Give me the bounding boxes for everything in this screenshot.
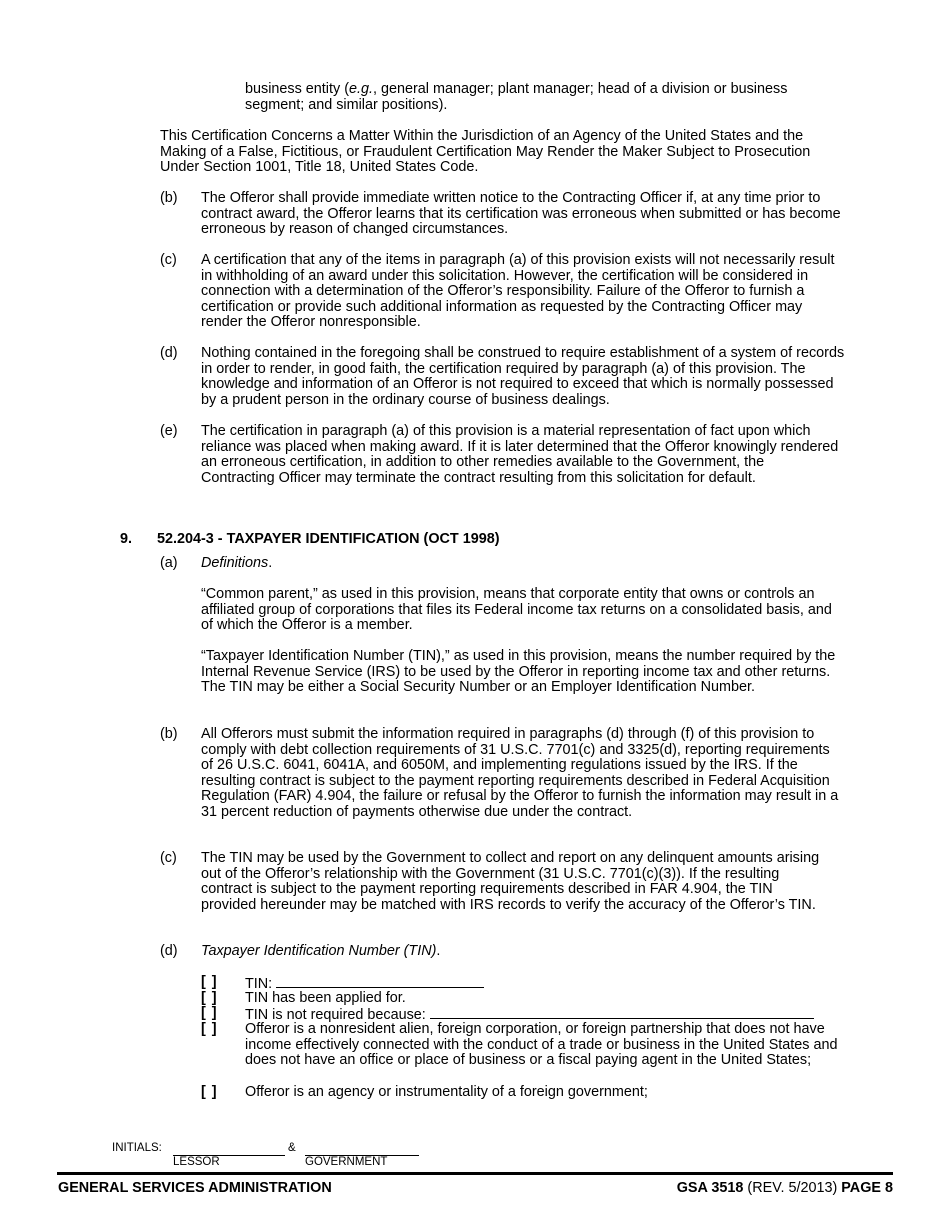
- paragraph-d-label: (d): [160, 345, 178, 361]
- option-nonresident: Offeror is a nonresident alien, foreign corporation, or foreign partnership that does not have income effectively connected with the conduct of a trade or business in the United States and does not have an office or place of business or a fiscal paying agent in the United States;: [245, 1021, 838, 1069]
- initials-label: INITIALS:: [112, 1142, 162, 1154]
- section9-a-label: (a): [160, 555, 178, 571]
- lessor-caption: LESSOR: [173, 1156, 220, 1168]
- footer-rule: [57, 1172, 893, 1175]
- section9-c-text: The TIN may be used by the Government to collect and report on any delinquent amounts arising out of the Offeror’s relationship with the Government (31 U.S.C. 7701(c)(3)). If the resulting contract is subject to the payment reporting requirements described in FAR 4.904, the TIN provided hereunder may be matched with IRS records to verify the accuracy of the Offeror’s TIN.: [201, 850, 820, 913]
- paragraph-b-label: (b): [160, 190, 178, 206]
- paragraph-d-text: Nothing contained in the foregoing shall be construed to require establishment of a system of records in order to render, in good faith, the certification required by paragraph (a) of this provision. The knowledge and information of an Offeror is not required to exceed that which is normally possessed by a prudent person in the ordinary course of business dealings.: [201, 345, 845, 408]
- option-applied: TIN has been applied for.: [245, 990, 406, 1006]
- government-caption: GOVERNMENT: [305, 1156, 388, 1168]
- section9-a-heading: Definitions.: [201, 555, 273, 571]
- checkbox-not-required[interactable]: [ ]: [201, 1005, 218, 1021]
- section9-d-heading: Taxpayer Identification Number (TIN).: [201, 943, 441, 959]
- checkbox-applied[interactable]: [ ]: [201, 990, 218, 1006]
- continuation-paragraph: business entity (e.g., general manager; plant manager; head of a division or business segment; and similar positions).: [245, 81, 788, 113]
- paragraph-b-text: The Offeror shall provide immediate written notice to the Contracting Officer if, at any time prior to contract award, the Offeror learns that its certification was erroneous when submitted or has become erroneous by reason of changed circumstances.: [201, 190, 841, 238]
- section9-b-text: All Offerors must submit the information required in paragraphs (d) through (f) of this provision to comply with debt collection requirements of 31 U.S.C. 7701(c) and 3325(d), reporting requirements of 26 U.S.C. 6041, 6041A, and 6050M, and implementing regulations issued by the IRS. If the resulting contract is subject to the payment reporting requirements described in Federal Acquisition Regulation (FAR) 4.904, the failure or refusal by the Offeror to furnish the information may result in a 31 percent reduction of payments otherwise due under the contract.: [201, 726, 839, 820]
- section9-b-label: (b): [160, 726, 178, 742]
- option-tin: TIN:: [245, 975, 845, 993]
- paragraph-c-label: (c): [160, 252, 177, 268]
- paragraph-e-text: The certification in paragraph (a) of this provision is a material representation of fact upon which reliance was placed when making award. If it is later determined that the Offeror knowingly rendered an erroneous certification, in addition to other remedies available to the Government, the Contracting Officer may terminate the contract resulting from this solicitation for default.: [201, 423, 839, 486]
- section-number: 9.: [120, 531, 133, 547]
- footer-agency: GENERAL SERVICES ADMINISTRATION: [58, 1180, 332, 1196]
- definition-common-parent: “Common parent,” as used in this provision, means that corporate entity that owns or controls an affiliated group of corporations that files its Federal income tax returns on a consolidated basis, and of which the Offeror is a member.: [201, 586, 832, 634]
- tin-input-line[interactable]: [276, 975, 484, 988]
- eg-italic: e.g.: [348, 81, 373, 97]
- checkbox-nonresident[interactable]: [ ]: [201, 1021, 218, 1037]
- section-title: 52.204-3 - TAXPAYER IDENTIFICATION (OCT 1998): [157, 531, 500, 547]
- definition-tin: “Taxpayer Identification Number (TIN),” as used in this provision, means the number required by the Internal Revenue Service (IRS) to be used by the Offeror in reporting income tax and other returns. The TIN may be either a Social Security Number or an Employer Identification Number.: [201, 648, 836, 696]
- section9-d-label: (d): [160, 943, 178, 959]
- option-foreign-government: Offeror is an agency or instrumentality of a foreign government;: [245, 1084, 648, 1100]
- section9-c-label: (c): [160, 850, 177, 866]
- initials-ampersand: &: [288, 1142, 296, 1154]
- certification-notice: This Certification Concerns a Matter Within the Jurisdiction of an Agency of the United States and the Making of a False, Fictitious, or Fraudulent Certification May Render the Maker Subject to Prosecution Under Section 1001, Title 18, United States Code.: [160, 128, 811, 176]
- checkbox-foreign-government[interactable]: [ ]: [201, 1084, 218, 1100]
- not-required-reason-line[interactable]: [430, 1006, 814, 1019]
- checkbox-tin[interactable]: [ ]: [201, 974, 218, 990]
- paragraph-e-label: (e): [160, 423, 178, 439]
- footer-form-info: GSA 3518 (REV. 5/2013) PAGE 8: [676, 1180, 893, 1196]
- option-not-required: TIN is not required because:: [245, 1006, 845, 1024]
- paragraph-c-text: A certification that any of the items in paragraph (a) of this provision exists will not necessarily result in withholding of an award under this solicitation. However, the certification will be considered in connection with a determination of the Offeror’s responsibility. Failure of the Offeror to furnish a certification or provide such additional information as requested by the Contracting Officer may render the Offeror nonresponsible.: [201, 252, 835, 331]
